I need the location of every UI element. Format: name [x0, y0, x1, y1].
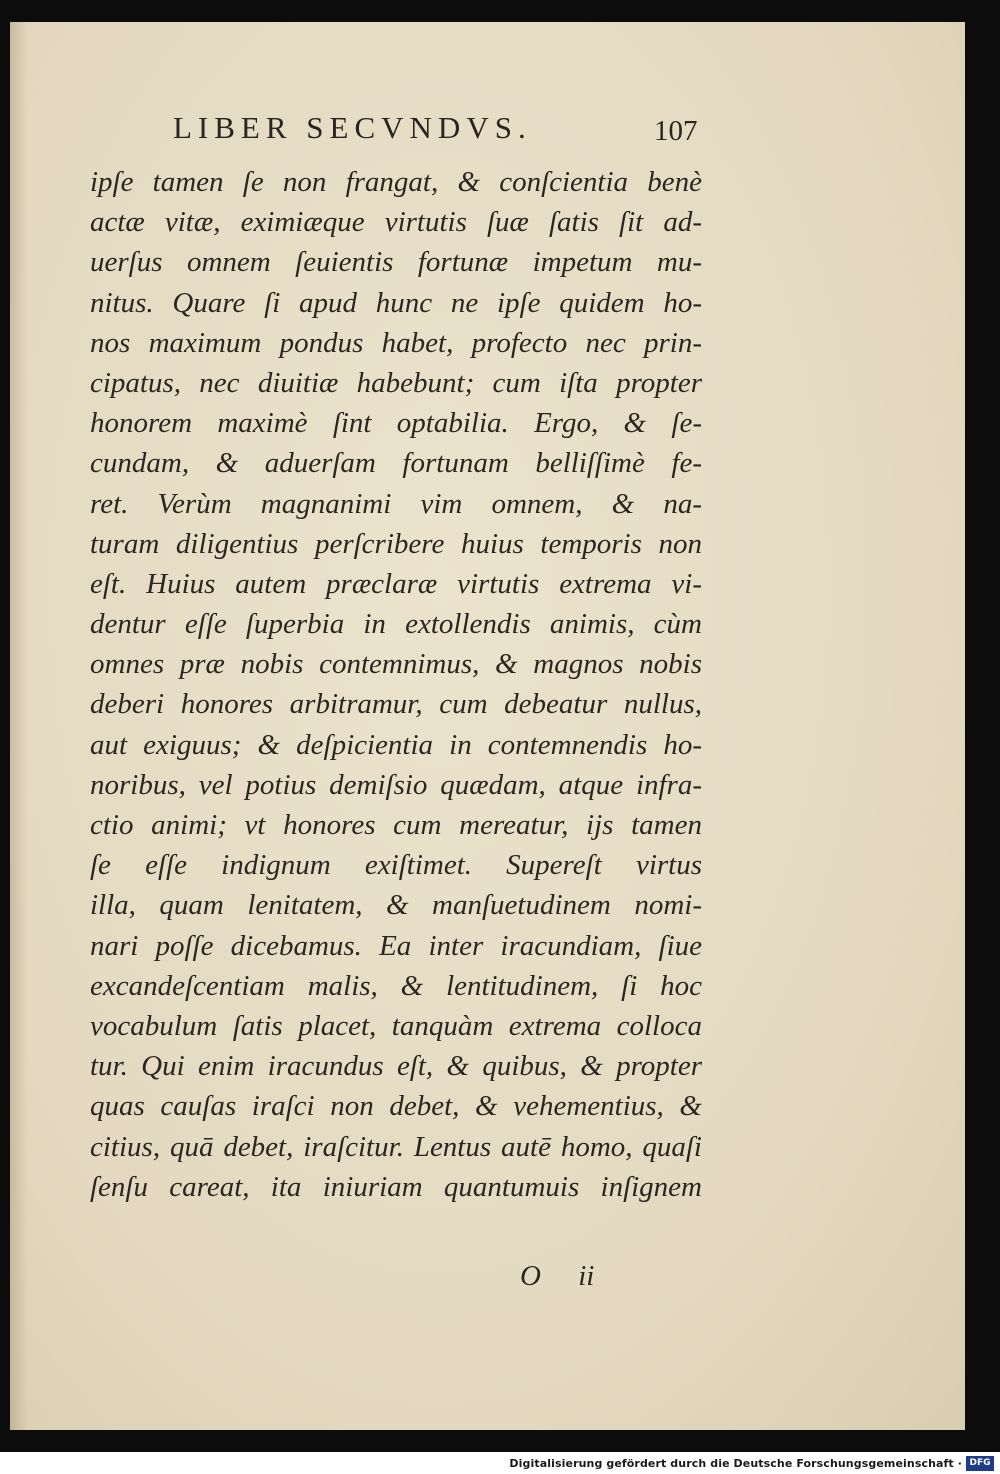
text-line: dentur eſſe ſuperbia in extollendis animis, cùm	[90, 608, 702, 641]
text-line: honorem maximè ſint optabilia. Ergo, & ſe-	[90, 407, 702, 440]
text-line: nari poſſe dicebamus. Ea inter iracundiam, ſiue	[90, 929, 702, 962]
text-line: ſenſu careat, ita iniuriam quantumuis inſignem	[90, 1170, 702, 1203]
dfg-logo-icon: DFG	[966, 1456, 994, 1471]
text-line: noribus, vel potius demiſsio quædam, atque infra-	[90, 768, 702, 801]
text-line: ctio animi; vt honores cum mereatur, ijs tamen	[90, 809, 702, 841]
scan-edge	[965, 22, 1000, 1430]
text-line: eſt. Huius autem præclaræ virtutis extrema vi-	[90, 567, 702, 600]
page-number: 107	[654, 115, 698, 147]
text-line: ſe eſſe indignum exiſtimet. Supereſt virtus	[90, 849, 702, 882]
text-line: vocabulum ſatis placet, tanquàm extrema colloca	[90, 1009, 702, 1042]
text-line: nos maximum pondus habet, profecto nec prin-	[90, 326, 702, 359]
text-line: actæ vitæ, eximiæque virtutis ſuæ ſatis ſit ad-	[90, 206, 702, 239]
text-line: quas cauſas iraſci non debet, & vehementius, &	[90, 1090, 702, 1123]
text-line: illa, quam lenitatem, & manſuetudinem nomi-	[90, 889, 702, 922]
body-text	[90, 162, 702, 1207]
text-line: aut exiguus; & deſpicientia in contemnendis ho-	[90, 728, 702, 761]
gutter-shadow	[10, 22, 28, 1430]
text-line: tur. Qui enim iracundus eſt, & quibus, & propter	[90, 1050, 702, 1083]
text-line: cundam, & aduerſam fortunam belliſſimè fe-	[90, 447, 702, 480]
digitization-credit: Digitalisierung gefördert durch die Deutsche Forschungsgemeinschaft ·	[509, 1457, 962, 1470]
signature-mark: O ii	[520, 1260, 595, 1292]
text-line: ret. Verùm magnanimi vim omnem, & na-	[90, 487, 702, 520]
book-page	[10, 22, 965, 1430]
running-head: LIBER SECVNDVS.	[173, 110, 532, 145]
text-line: cipatus, nec diuitiæ habebunt; cum iſta propter	[90, 366, 702, 399]
text-line: excandeſcentiam malis, & lentitudinem, ſi hoc	[90, 969, 702, 1002]
text-line: citius, quā debet, iraſcitur. Lentus autē homo, quaſi	[90, 1130, 702, 1163]
text-line: nitus. Quare ſi apud hunc ne ipſe quidem ho-	[90, 286, 702, 319]
text-line: deberi honores arbitramur, cum debeatur nullus,	[90, 688, 702, 721]
text-line: uerſus omnem ſeuientis fortunæ impetum mu-	[90, 246, 702, 279]
text-line: ipſe tamen ſe non frangat, & conſcientia benè	[90, 166, 702, 198]
text-line: turam diligentius perſcribere huius temporis non	[90, 527, 702, 560]
text-line: omnes præ nobis contemnimus, & magnos nobis	[90, 648, 702, 681]
